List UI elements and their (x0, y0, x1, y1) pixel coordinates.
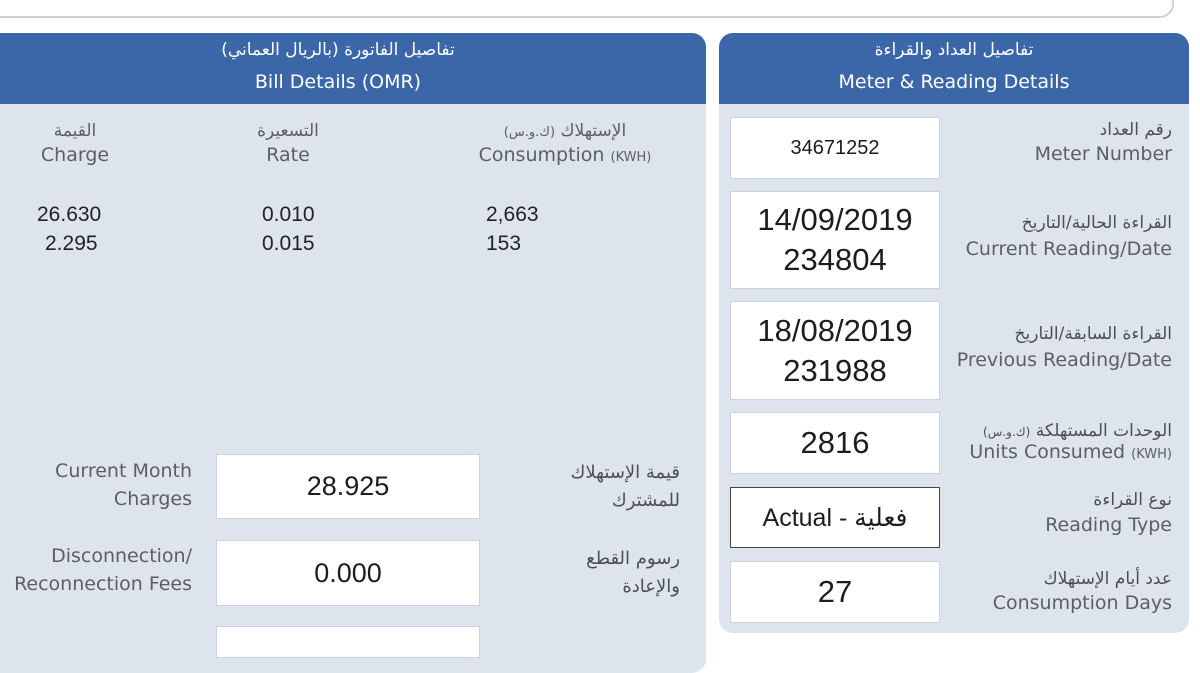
current-reading-number: 234804 (783, 242, 887, 277)
row2-consumption: 153 (486, 232, 522, 255)
meter-number-label-arabic: رقم العداد (1099, 120, 1172, 140)
meter-number-value: 34671252 (730, 117, 940, 179)
reading-type-label-arabic: نوع القراءة (1093, 490, 1172, 510)
row2-rate: 0.015 (262, 232, 315, 255)
row1-consumption: 2,663 (486, 203, 539, 226)
row1-rate: 0.010 (262, 203, 315, 226)
consumption-column-header: الإستهلاك (ك.و.س) Consumption (KWH) (478, 121, 652, 166)
units-consumed-label-arabic: الوحدات المستهلكة (ك.و.س) (983, 421, 1172, 441)
row1-charge: 26.630 (37, 203, 102, 226)
previous-reading-label-arabic: القراءة السابقة/التاريخ (1014, 324, 1172, 344)
disconnection-fees-value: 0.000 (216, 540, 480, 606)
bill-details-header (0, 33, 706, 104)
current-month-label: Current Month Charges (55, 460, 192, 510)
previous-reading-label: Previous Reading/Date (956, 349, 1172, 371)
rate-column-header: التسعيرة Rate (257, 121, 319, 166)
next-row-value-box (216, 626, 480, 658)
current-month-charges-value: 28.925 (216, 454, 480, 519)
current-reading-label: Current Reading/Date (965, 238, 1172, 260)
previous-reading-date: 18/08/2019 (757, 312, 913, 348)
reading-type-label: Reading Type (1045, 514, 1172, 536)
meter-header-english: Meter & Reading Details (838, 71, 1070, 93)
units-consumed-value: 2816 (730, 412, 940, 474)
reading-type-value: Actual - فعلية (730, 487, 940, 548)
top-frame (0, 0, 1174, 18)
row2-charge: 2.295 (45, 232, 98, 255)
units-consumed-label: Units Consumed (KWH) (969, 441, 1172, 463)
consumption-days-value: 27 (730, 561, 940, 623)
previous-reading-number: 231988 (783, 352, 887, 388)
consumption-days-label: Consumption Days (992, 592, 1172, 614)
bill-header-english: Bill Details (OMR) (254, 71, 422, 93)
consumption-days-label-arabic: عدد أيام الإستهلاك (1043, 569, 1172, 589)
meter-details-header (719, 33, 1189, 104)
current-reading-date: 14/09/2019 (757, 202, 913, 237)
meter-number-label: Meter Number (1034, 143, 1172, 165)
current-month-label-arabic: قيمة الإستهلاك للمشترك (570, 462, 680, 511)
disconnection-fees-label: Disconnection/ Reconnection Fees (14, 545, 192, 595)
disconnection-fees-label-arabic: رسوم القطع والإعادة (586, 548, 680, 597)
current-reading-value (730, 191, 940, 289)
bill-header-arabic: تفاصيل الفاتورة (بالريال العماني) (221, 40, 455, 60)
charge-column-header: القيمة Charge (40, 121, 110, 166)
previous-reading-value (730, 301, 940, 400)
meter-header-arabic: تفاصيل العداد والقراءة (874, 40, 1034, 60)
current-reading-label-arabic: القراءة الحالية/التاريخ (1021, 213, 1172, 233)
